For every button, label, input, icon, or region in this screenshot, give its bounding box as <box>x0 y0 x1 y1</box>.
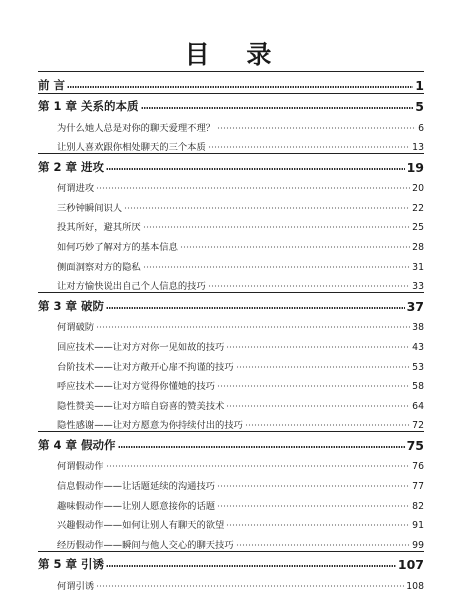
toc-entry-title: 信息假动作——让话题延续的沟通技巧 <box>57 481 216 492</box>
toc-entry-page-number: 76 <box>412 461 424 473</box>
toc-section-entry[interactable] <box>38 214 424 234</box>
toc-entry-page-number: 72 <box>412 420 424 432</box>
toc-section-entry[interactable] <box>38 253 424 273</box>
toc-entry-title: 何谓引诱 <box>57 580 95 592</box>
toc-chapter-entry[interactable] <box>38 154 424 175</box>
toc-section-entry[interactable] <box>38 572 424 592</box>
toc-entry-title: 三秒钟瞬间识人 <box>57 202 123 214</box>
toc-entry-title: 回应技术——让对方对你一见如故的技巧 <box>57 341 225 353</box>
dot-leader <box>141 107 414 109</box>
toc-entry-page-number: 64 <box>412 400 424 412</box>
toc-section-entry[interactable] <box>38 453 424 473</box>
dot-leader <box>208 285 410 287</box>
toc-chapter-entry[interactable] <box>38 72 424 93</box>
toc-entry-page-number: 13 <box>412 142 424 154</box>
toc-entry-title: 第 1 章 关系的本质 <box>38 99 139 113</box>
toc-entry-title: 如何巧妙了解对方的基本信息 <box>57 242 178 254</box>
toc-section-entry[interactable] <box>38 492 424 512</box>
toc-entry-title: 让别人喜欢跟你相处聊天的三个本质 <box>57 142 206 154</box>
toc-section-entry[interactable] <box>38 472 424 492</box>
dot-leader <box>226 405 410 407</box>
dot-leader <box>245 424 410 426</box>
toc-entry-page-number: 43 <box>412 341 424 353</box>
toc-section-entry[interactable] <box>38 273 424 293</box>
toc-entry-page-number: 75 <box>406 437 424 453</box>
toc-section-entry[interactable] <box>38 134 424 154</box>
dot-leader <box>226 346 410 348</box>
dot-leader <box>96 187 410 189</box>
toc-section-entry[interactable] <box>38 392 424 412</box>
toc-entry-page-number: 1 <box>415 77 424 93</box>
toc-entry-page-number: 33 <box>412 281 424 293</box>
toc-chapter-entry[interactable] <box>38 552 424 573</box>
toc-section-entry[interactable] <box>38 353 424 373</box>
toc-entry-page-number: 58 <box>412 381 424 393</box>
toc-entry-title: 第 2 章 进攻 <box>38 159 105 174</box>
toc-section-entry[interactable] <box>38 114 424 134</box>
toc-section-entry[interactable] <box>38 412 424 432</box>
toc-entry-page-number: 53 <box>412 361 424 373</box>
toc-entry-title: 经历假动作——瞬间与他人交心的聊天技巧 <box>57 539 234 551</box>
toc-entry-title: 侧面洞察对方的隐私 <box>57 261 141 273</box>
toc-entry-page-number: 22 <box>412 202 424 214</box>
toc-entry-page-number: 31 <box>412 261 424 273</box>
toc-entry-page-number: 107 <box>397 557 424 573</box>
toc-entry-title: 何谓破防 <box>57 322 95 334</box>
toc-entry-page-number: 38 <box>412 322 424 334</box>
dot-leader <box>226 524 410 526</box>
toc-chapter-entry[interactable] <box>38 94 424 115</box>
toc-section-entry[interactable] <box>38 531 424 551</box>
toc-entry-title: 隐性赞美——让对方暗自窃喜的赞美技术 <box>57 400 225 412</box>
toc-entry-page-number: 37 <box>406 298 424 314</box>
dot-leader <box>106 168 405 170</box>
toc-entry-title: 何谓进攻 <box>57 183 95 195</box>
toc-entry-title: 前 言 <box>38 77 66 92</box>
toc-entry-title: 隐性感谢——让对方愿意为你持续付出的技巧 <box>57 420 243 432</box>
dot-leader <box>96 326 410 328</box>
toc-entry-title: 第 5 章 引诱 <box>38 557 105 572</box>
page-title: 目 录 <box>184 40 286 69</box>
toc-section-entry[interactable] <box>38 314 424 334</box>
dot-leader <box>236 366 411 368</box>
toc-entry-page-number: 19 <box>406 159 424 175</box>
toc-entry-page-number: 6 <box>418 122 424 134</box>
dot-leader <box>106 565 396 567</box>
dot-leader <box>118 446 405 448</box>
toc-section-entry[interactable] <box>38 333 424 353</box>
dot-leader <box>217 127 416 129</box>
toc-entry-title: 让对方愉快说出自己个人信息的技巧 <box>57 281 206 293</box>
toc-chapter-entry[interactable] <box>38 293 424 314</box>
dot-leader <box>217 485 410 487</box>
toc-entry-page-number: 25 <box>412 222 424 234</box>
toc-entry-title: 呼应技术——让对方觉得你懂她的技巧 <box>57 381 216 393</box>
toc-entry-page-number: 28 <box>412 242 424 254</box>
toc-section-entry[interactable] <box>38 175 424 195</box>
toc-entry-title: 台阶技术——让对方敞开心扉不拘谨的技巧 <box>57 361 234 373</box>
table-of-contents <box>38 71 424 592</box>
dot-leader <box>217 505 410 507</box>
toc-entry-page-number: 99 <box>412 539 424 551</box>
dot-leader <box>208 146 410 148</box>
toc-entry-page-number: 77 <box>412 481 424 492</box>
toc-entry-title: 何谓假动作 <box>57 461 104 473</box>
dot-leader <box>106 465 411 467</box>
toc-entry-title: 第 3 章 破防 <box>38 298 105 313</box>
toc-section-entry[interactable] <box>38 194 424 214</box>
toc-entry-title: 趣味假动作——让别人愿意接你的话题 <box>57 500 216 512</box>
dot-leader <box>217 385 410 387</box>
dot-leader <box>106 307 405 309</box>
toc-entry-title: 第 4 章 假动作 <box>38 437 116 452</box>
toc-entry-page-number: 91 <box>412 520 424 532</box>
dot-leader <box>143 266 410 268</box>
dot-leader <box>96 585 404 587</box>
toc-entry-page-number: 20 <box>412 183 424 195</box>
toc-entry-title: 兴趣假动作——如何让别人有聊天的欲望 <box>57 520 225 532</box>
toc-entry-title: 投其所好，避其所厌 <box>57 222 141 234</box>
toc-chapter-entry[interactable] <box>38 432 424 453</box>
dot-leader <box>143 226 410 228</box>
toc-section-entry[interactable] <box>38 233 424 253</box>
toc-entry-title: 为什么她人总是对你的聊天爱理不理？ <box>57 122 216 134</box>
toc-section-entry[interactable] <box>38 512 424 532</box>
toc-entry-page-number: 108 <box>406 580 424 592</box>
dot-leader <box>180 246 410 248</box>
toc-entry-page-number: 5 <box>415 99 424 114</box>
dot-leader <box>124 207 410 209</box>
toc-section-entry[interactable] <box>38 373 424 393</box>
toc-entry-page-number: 82 <box>412 500 424 512</box>
dot-leader <box>236 544 411 546</box>
dot-leader <box>67 86 413 88</box>
